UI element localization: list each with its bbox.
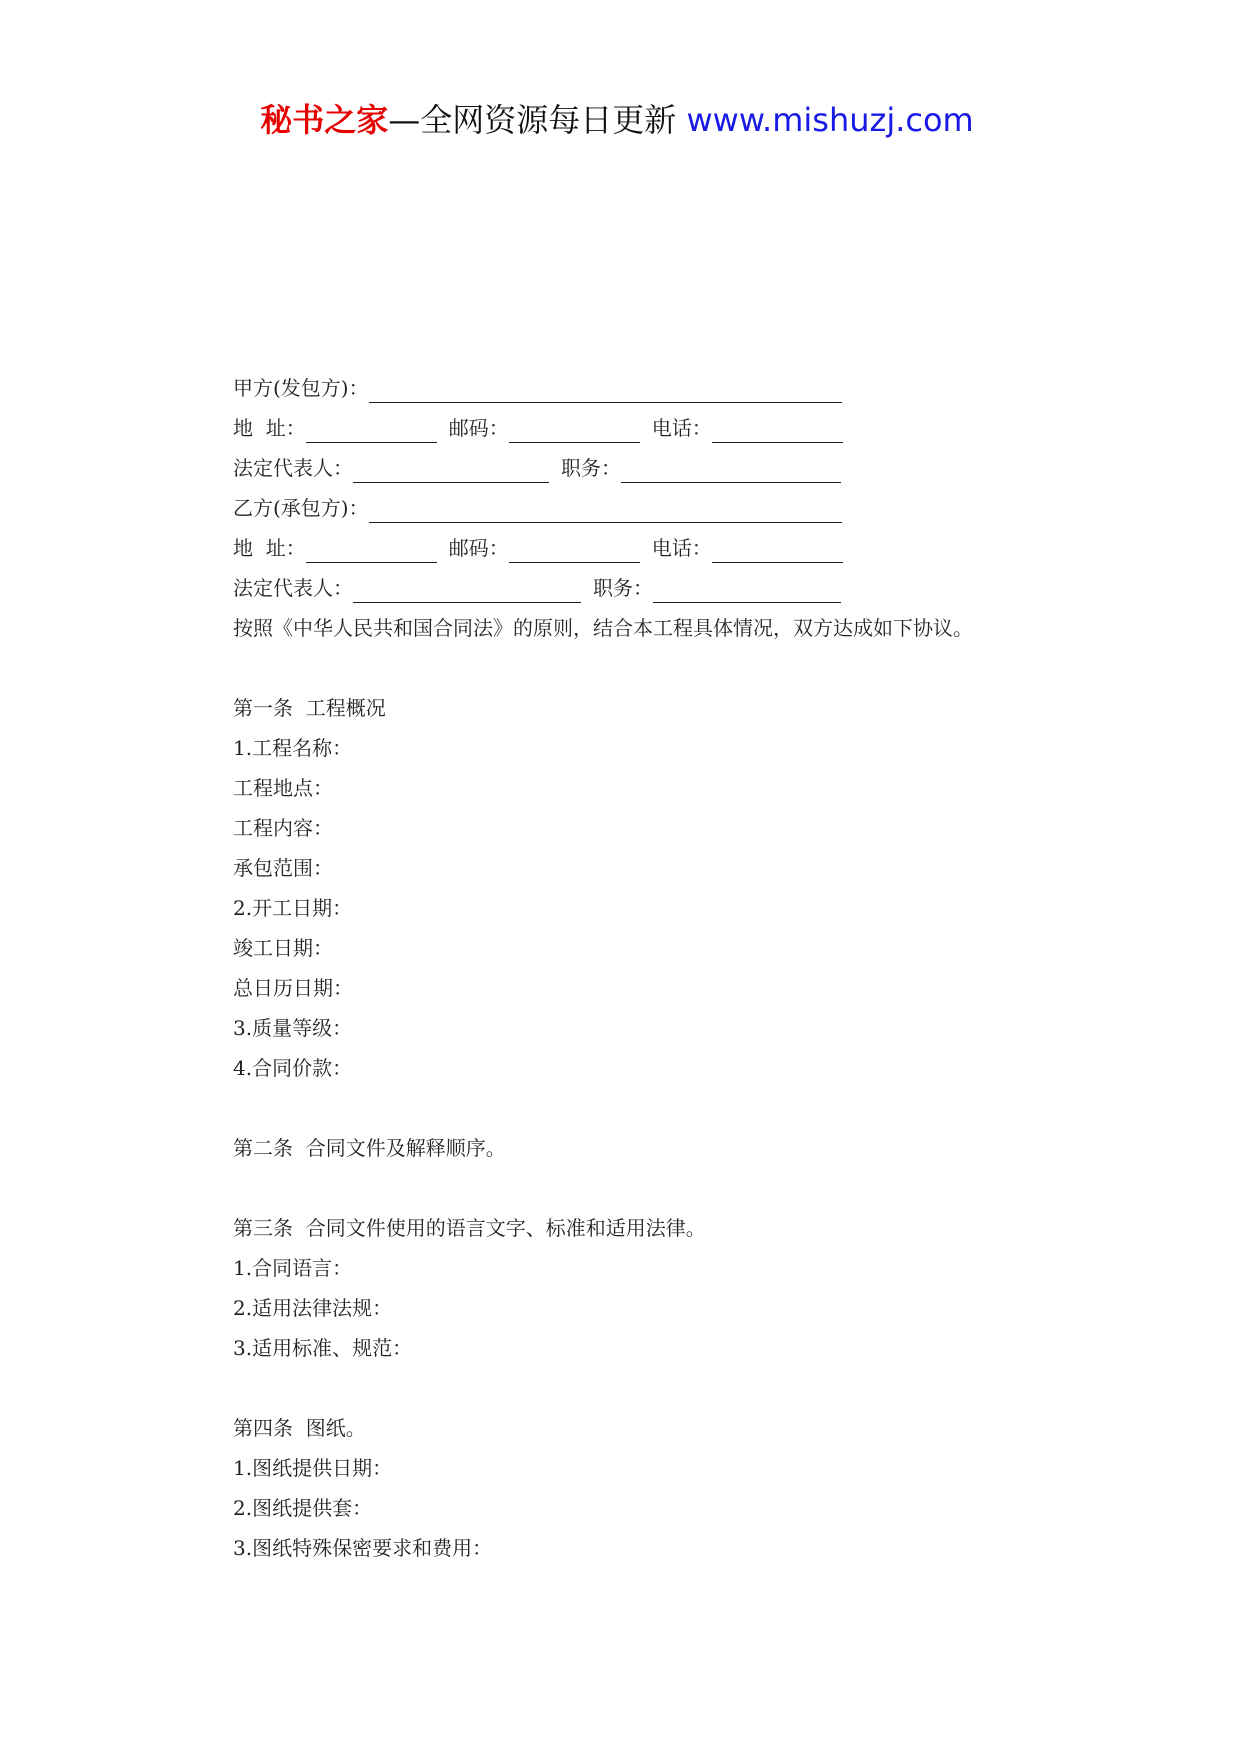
article-1-title: 第一条 工程概况	[233, 696, 386, 720]
party-a-rep-label: 法定代表人：	[233, 456, 353, 480]
article-2-title: 第二条 合同文件及解释顺序。	[233, 1136, 506, 1160]
party-b-rep-label: 法定代表人：	[233, 576, 353, 600]
party-a-postcode-field[interactable]	[509, 416, 640, 443]
site-brand: 秘书之家	[260, 101, 389, 139]
party-a-title-label: 职务：	[561, 456, 621, 480]
article-1-item: 3.质量等级：	[233, 1016, 353, 1040]
party-a-label: 甲方(发包方)：	[233, 376, 369, 400]
party-b-contact-line	[233, 528, 1113, 568]
article-1-item: 总日历日期：	[233, 976, 353, 1000]
article-1-item: 4.合同价款：	[233, 1056, 353, 1080]
party-b-phone-label: 电话：	[651, 536, 712, 560]
party-a-title-field[interactable]	[621, 456, 841, 483]
party-b-rep-line	[233, 568, 1113, 608]
article-3-item: 2.适用法律法规：	[233, 1296, 393, 1320]
party-b-line	[233, 488, 1113, 528]
article-3-title: 第三条 合同文件使用的语言文字、标准和适用法律。	[233, 1216, 706, 1240]
party-a-rep-field[interactable]	[353, 456, 549, 483]
site-header	[0, 100, 1234, 140]
article-1-item: 2.开工日期：	[233, 896, 353, 920]
party-a-name-field[interactable]	[369, 376, 842, 403]
party-b-postcode-field[interactable]	[509, 536, 640, 563]
party-a-phone-field[interactable]	[712, 416, 843, 443]
article-1-item: 1.工程名称：	[233, 736, 353, 760]
article-3-item: 3.适用标准、规范：	[233, 1336, 413, 1360]
article-3-item: 1.合同语言：	[233, 1256, 353, 1280]
party-a-address-field[interactable]	[306, 416, 437, 443]
article-4-item: 3.图纸特殊保密要求和费用：	[233, 1536, 493, 1560]
party-b-phone-field[interactable]	[712, 536, 843, 563]
site-url[interactable]: www.mishuzj.com	[686, 101, 974, 139]
party-b-rep-field[interactable]	[353, 576, 581, 603]
party-b-postcode-label: 邮码：	[448, 536, 509, 560]
article-4-title: 第四条 图纸。	[233, 1416, 366, 1440]
contract-body	[233, 368, 1113, 1568]
article-1-item: 工程内容：	[233, 816, 333, 840]
party-b-label: 乙方(承包方)：	[233, 496, 369, 520]
party-a-line	[233, 368, 1113, 408]
party-a-address-label: 地 址：	[233, 416, 306, 440]
site-tagline: —全网资源每日更新	[388, 101, 687, 139]
party-b-title-label: 职务：	[593, 576, 653, 600]
party-a-contact-line	[233, 408, 1113, 448]
intro-paragraph: 按照《中华人民共和国合同法》的原则，结合本工程具体情况，双方达成如下协议。	[233, 616, 973, 640]
party-a-phone-label: 电话：	[651, 416, 712, 440]
party-a-rep-line	[233, 448, 1113, 488]
party-b-address-label: 地 址：	[233, 536, 306, 560]
party-b-name-field[interactable]	[369, 496, 842, 523]
article-1-item: 竣工日期：	[233, 936, 333, 960]
article-1-item: 工程地点：	[233, 776, 333, 800]
article-4-item: 2.图纸提供套：	[233, 1496, 373, 1520]
party-a-postcode-label: 邮码：	[448, 416, 509, 440]
party-b-title-field[interactable]	[653, 576, 841, 603]
party-b-address-field[interactable]	[306, 536, 437, 563]
article-4-item: 1.图纸提供日期：	[233, 1456, 393, 1480]
article-1-item: 承包范围：	[233, 856, 333, 880]
